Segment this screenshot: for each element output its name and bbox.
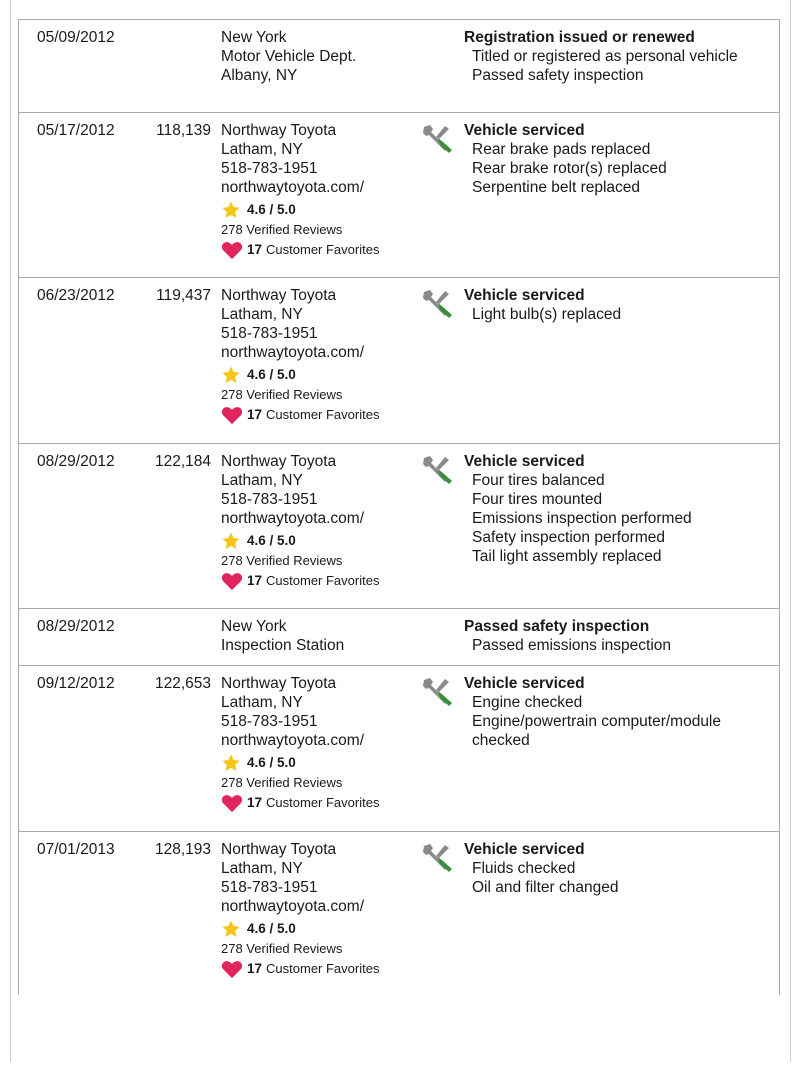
rating-value: 4.6 / 5.0 xyxy=(247,921,296,936)
history-record xyxy=(19,666,779,832)
source-line: Albany, NY xyxy=(221,67,298,84)
dealer-website-link[interactable]: northwaytoyota.com/ xyxy=(221,898,365,915)
dealer-name: Northway Toyota xyxy=(221,675,337,692)
dealer-rating xyxy=(221,531,431,551)
record-source xyxy=(221,121,431,260)
heart-icon xyxy=(221,571,243,591)
dealer-location: Latham, NY xyxy=(221,860,303,877)
vehicle-history-table xyxy=(18,19,780,995)
source-line: New York xyxy=(221,29,287,46)
service-tools-icon xyxy=(421,123,455,153)
star-icon xyxy=(221,365,241,385)
favorites-label: Customer Favorites xyxy=(266,573,380,588)
star-icon xyxy=(221,753,241,773)
page-edge-left xyxy=(10,0,11,1062)
customer-favorites xyxy=(221,571,431,591)
favorites-count: 17 xyxy=(247,573,263,588)
verified-reviews-link[interactable]: 278 Verified Reviews xyxy=(221,775,343,790)
history-record xyxy=(19,278,779,444)
record-mileage: 122,184 xyxy=(154,453,211,470)
record-details xyxy=(464,121,774,197)
rating-value: 4.6 / 5.0 xyxy=(247,367,296,382)
dealer-name: Northway Toyota xyxy=(221,841,337,858)
record-title: Registration issued or renewed xyxy=(464,29,695,46)
record-item: Serpentine belt replaced xyxy=(472,179,641,196)
record-date: 05/17/2012 xyxy=(37,122,115,139)
record-title: Vehicle serviced xyxy=(464,841,585,858)
record-date: 09/12/2012 xyxy=(37,675,115,692)
dealer-name: Northway Toyota xyxy=(221,122,337,139)
record-title: Vehicle serviced xyxy=(464,122,585,139)
record-item: Titled or registered as personal vehicle xyxy=(472,48,738,65)
customer-favorites xyxy=(221,405,431,425)
record-title: Vehicle serviced xyxy=(464,453,585,470)
dealer-name: Northway Toyota xyxy=(221,287,337,304)
record-details xyxy=(464,452,774,566)
dealer-website-link[interactable]: northwaytoyota.com/ xyxy=(221,179,365,196)
favorites-count: 17 xyxy=(247,961,263,976)
dealer-phone[interactable]: 518-783-1951 xyxy=(221,491,318,508)
star-icon xyxy=(221,531,241,551)
record-item: Fluids checked xyxy=(472,860,576,877)
customer-favorites xyxy=(221,240,431,260)
page-edge-right xyxy=(790,0,791,1062)
dealer-website-link[interactable]: northwaytoyota.com/ xyxy=(221,732,365,749)
rating-value: 4.6 / 5.0 xyxy=(247,202,296,217)
record-source xyxy=(221,286,431,425)
source-line: Motor Vehicle Dept. xyxy=(221,48,357,65)
dealer-location: Latham, NY xyxy=(221,694,303,711)
heart-icon xyxy=(221,959,243,979)
dealer-rating xyxy=(221,919,431,939)
record-item: Oil and filter changed xyxy=(472,879,619,896)
record-title: Vehicle serviced xyxy=(464,287,585,304)
heart-icon xyxy=(221,240,243,260)
customer-favorites xyxy=(221,793,431,813)
record-details xyxy=(464,840,774,897)
record-date: 08/29/2012 xyxy=(37,618,115,635)
record-details xyxy=(464,674,774,750)
dealer-website-link[interactable]: northwaytoyota.com/ xyxy=(221,510,365,527)
record-source xyxy=(221,840,431,979)
record-item: Rear brake rotor(s) replaced xyxy=(472,160,667,177)
favorites-label: Customer Favorites xyxy=(266,242,380,257)
record-source xyxy=(221,674,431,813)
record-date: 08/29/2012 xyxy=(37,453,115,470)
record-item: Rear brake pads replaced xyxy=(472,141,651,158)
verified-reviews-link[interactable]: 278 Verified Reviews xyxy=(221,222,343,237)
record-date: 07/01/2013 xyxy=(37,841,115,858)
record-source xyxy=(221,617,431,655)
rating-value: 4.6 / 5.0 xyxy=(247,755,296,770)
star-icon xyxy=(221,200,241,220)
dealer-location: Latham, NY xyxy=(221,472,303,489)
record-item: Engine/powertrain computer/module checked xyxy=(472,713,721,749)
heart-icon xyxy=(221,405,243,425)
verified-reviews-link[interactable]: 278 Verified Reviews xyxy=(221,553,343,568)
record-item: Safety inspection performed xyxy=(472,529,665,546)
record-item: Four tires balanced xyxy=(472,472,605,489)
dealer-rating xyxy=(221,753,431,773)
record-details xyxy=(464,617,774,655)
record-mileage: 122,653 xyxy=(154,675,211,692)
dealer-phone[interactable]: 518-783-1951 xyxy=(221,713,318,730)
star-icon xyxy=(221,919,241,939)
verified-reviews-link[interactable]: 278 Verified Reviews xyxy=(221,941,343,956)
favorites-label: Customer Favorites xyxy=(266,795,380,810)
favorites-count: 17 xyxy=(247,407,263,422)
record-source xyxy=(221,452,431,591)
record-mileage: 119,437 xyxy=(156,287,211,304)
dealer-phone[interactable]: 518-783-1951 xyxy=(221,879,318,896)
favorites-count: 17 xyxy=(247,795,263,810)
customer-favorites xyxy=(221,959,431,979)
verified-reviews-link[interactable]: 278 Verified Reviews xyxy=(221,387,343,402)
favorites-label: Customer Favorites xyxy=(266,961,380,976)
rating-value: 4.6 / 5.0 xyxy=(247,533,296,548)
dealer-name: Northway Toyota xyxy=(221,453,337,470)
record-item: Light bulb(s) replaced xyxy=(472,306,622,323)
record-details xyxy=(464,28,774,85)
record-mileage: 128,193 xyxy=(154,841,211,858)
record-item: Passed emissions inspection xyxy=(472,637,672,654)
history-record xyxy=(19,832,779,995)
dealer-phone[interactable]: 518-783-1951 xyxy=(221,325,318,342)
dealer-rating xyxy=(221,365,431,385)
favorites-count: 17 xyxy=(247,242,263,257)
record-item: Emissions inspection performed xyxy=(472,510,692,527)
record-details xyxy=(464,286,774,324)
history-record xyxy=(19,113,779,278)
service-tools-icon xyxy=(421,842,455,872)
dealer-website-link[interactable]: northwaytoyota.com/ xyxy=(221,344,365,361)
record-item: Passed safety inspection xyxy=(472,67,644,84)
source-line: Inspection Station xyxy=(221,637,345,654)
record-title: Vehicle serviced xyxy=(464,675,585,692)
dealer-phone[interactable]: 518-783-1951 xyxy=(221,160,318,177)
record-title: Passed safety inspection xyxy=(464,618,650,635)
history-record xyxy=(19,444,779,609)
service-tools-icon xyxy=(421,288,455,318)
heart-icon xyxy=(221,793,243,813)
history-record xyxy=(19,20,779,113)
dealer-rating xyxy=(221,200,431,220)
record-item: Engine checked xyxy=(472,694,583,711)
source-line: New York xyxy=(221,618,287,635)
dealer-location: Latham, NY xyxy=(221,141,303,158)
service-tools-icon xyxy=(421,676,455,706)
record-item: Tail light assembly replaced xyxy=(472,548,662,565)
history-record xyxy=(19,609,779,666)
record-source xyxy=(221,28,431,85)
record-mileage: 118,139 xyxy=(156,122,211,139)
favorites-label: Customer Favorites xyxy=(266,407,380,422)
record-date: 05/09/2012 xyxy=(37,29,115,46)
service-tools-icon xyxy=(421,454,455,484)
record-date: 06/23/2012 xyxy=(37,287,115,304)
dealer-location: Latham, NY xyxy=(221,306,303,323)
record-item: Four tires mounted xyxy=(472,491,603,508)
